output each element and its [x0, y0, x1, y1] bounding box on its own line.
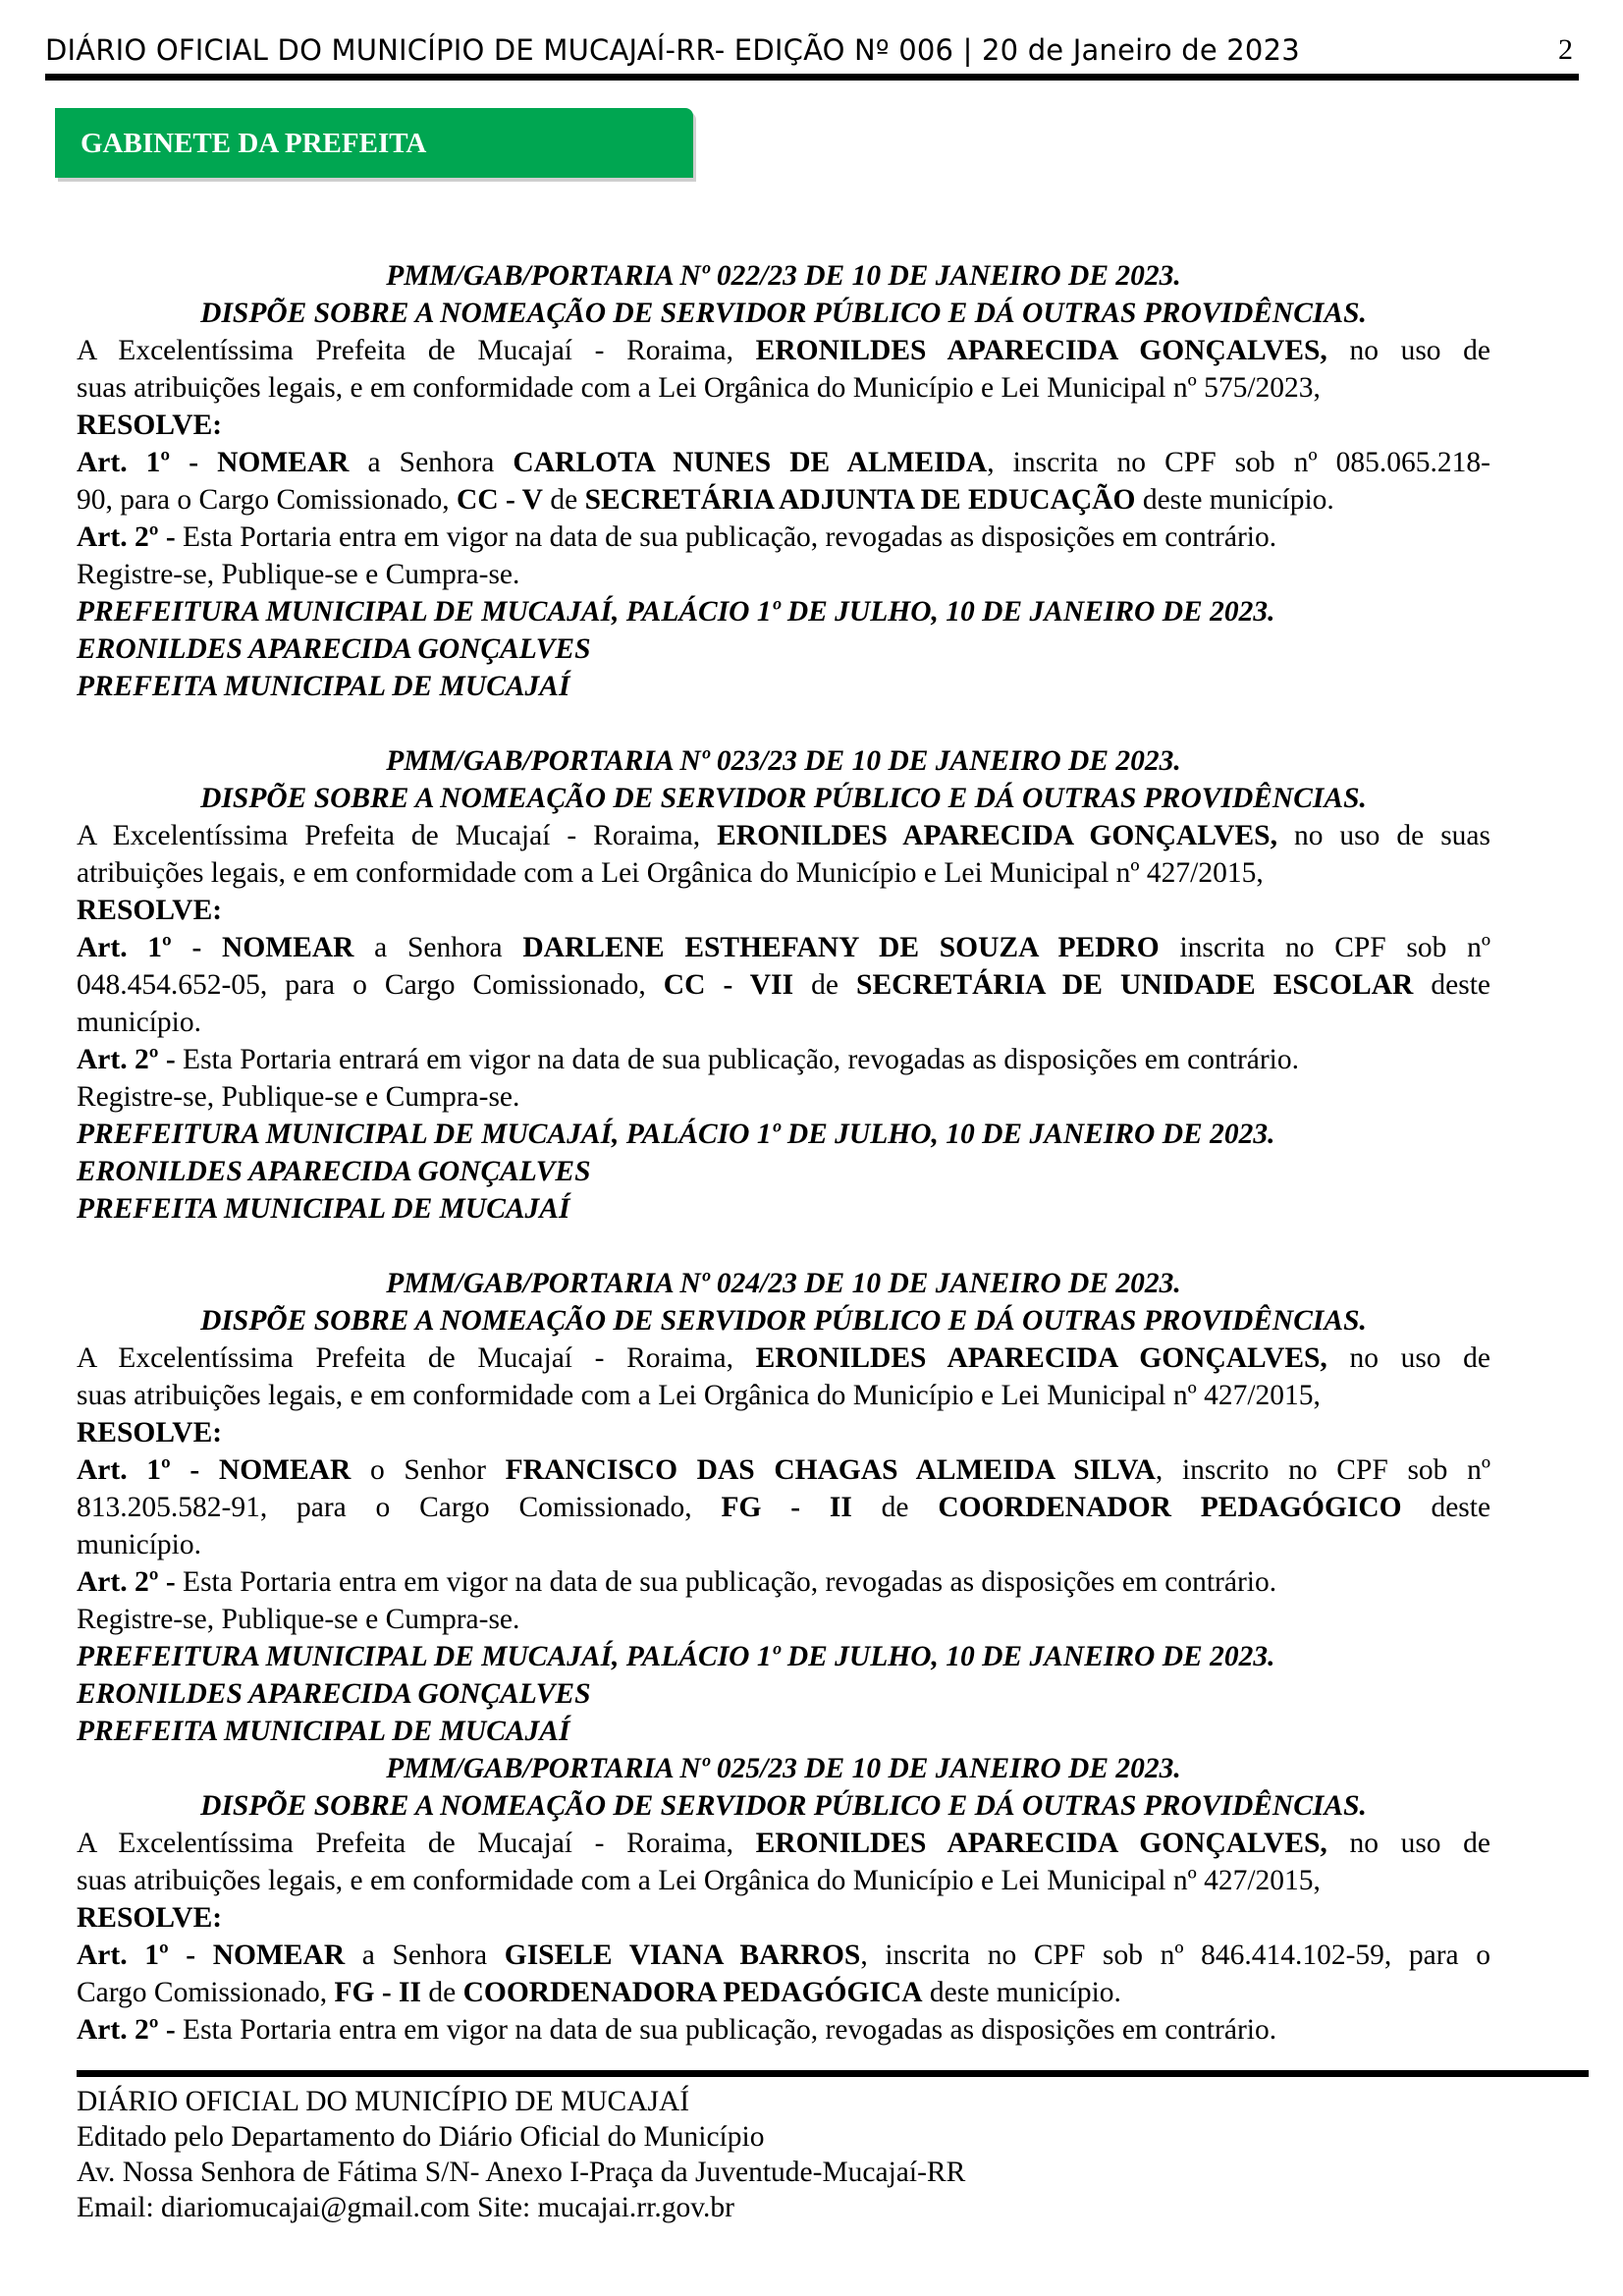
portaria-art1-cont: Cargo Comissionado, FG - II de COORDENADORA PEDAGÓGICA deste município.: [77, 1977, 1121, 2008]
portaria-intro: A Excelentíssima Prefeita de Mucajaí - Roraima, ERONILDES APARECIDA GONÇALVES, no uso de: [77, 335, 1491, 366]
signature-title: PREFEITA MUNICIPAL DE MUCAJAÍ: [77, 1193, 570, 1225]
portaria-intro: A Excelentíssima Prefeita de Mucajaí - Roraima, ERONILDES APARECIDA GONÇALVES, no uso de: [77, 1828, 1491, 1859]
footer-divider: [77, 2070, 1589, 2077]
portaria-number: PMM/GAB/PORTARIA Nº 025/23 DE 10 DE JANEIRO DE 2023.: [386, 1753, 1181, 1784]
portaria-art1-end: município.: [77, 1007, 202, 1038]
document-body: [77, 257, 1490, 2049]
portaria-palacio: PREFEITURA MUNICIPAL DE MUCAJAÍ, PALÁCIO 1º DE JULHO, 10 DE JANEIRO DE 2023.: [77, 1641, 1275, 1672]
portaria-art1: Art. 1º - NOMEAR o Senhor FRANCISCO DAS CHAGAS ALMEIDA SILVA, inscrito no CPF sob nº: [77, 1454, 1490, 1486]
portaria-number: PMM/GAB/PORTARIA Nº 023/23 DE 10 DE JANEIRO DE 2023.: [386, 745, 1181, 777]
portaria-art1-cont: 048.454.652-05, para o Cargo Comissionado, CC - VII de SECRETÁRIA DE UNIDADE ESCOLAR deste: [77, 969, 1490, 1001]
portaria-number: PMM/GAB/PORTARIA Nº 022/23 DE 10 DE JANEIRO DE 2023.: [386, 260, 1181, 292]
section-tab-label: GABINETE DA PREFEITA: [81, 128, 427, 159]
portaria-palacio: PREFEITURA MUNICIPAL DE MUCAJAÍ, PALÁCIO 1º DE JULHO, 10 DE JANEIRO DE 2023.: [77, 1119, 1275, 1150]
signature-title: PREFEITA MUNICIPAL DE MUCAJAÍ: [77, 671, 570, 702]
portaria-number: PMM/GAB/PORTARIA Nº 024/23 DE 10 DE JANEIRO DE 2023.: [386, 1268, 1181, 1299]
portaria-resolve: RESOLVE:: [77, 410, 223, 441]
portaria-registre: Registre-se, Publique-se e Cumpra-se.: [77, 559, 520, 590]
portaria-registre: Registre-se, Publique-se e Cumpra-se.: [77, 1081, 520, 1113]
portaria-intro-cont: suas atribuições legais, e em conformidade com a Lei Orgânica do Município e Lei Municipal nº 427/2015,: [77, 1865, 1321, 1896]
portaria-intro: A Excelentíssima Prefeita de Mucajaí - Roraima, ERONILDES APARECIDA GONÇALVES, no uso de suas: [77, 820, 1491, 851]
portaria-art1-end: município.: [77, 1529, 202, 1560]
portaria-resolve: RESOLVE:: [77, 1902, 223, 1934]
portaria-art1: Art. 1º - NOMEAR a Senhora CARLOTA NUNES DE ALMEIDA, inscrita no CPF sob nº 085.065.218-: [77, 447, 1490, 478]
signature-title: PREFEITA MUNICIPAL DE MUCAJAÍ: [77, 1716, 570, 1747]
portaria-intro-cont: suas atribuições legais, e em conformidade com a Lei Orgânica do Município e Lei Municipal nº 575/2023,: [77, 372, 1321, 404]
portaria-art2: Art. 2º - Esta Portaria entra em vigor na data de sua publicação, revogadas as disposições em contrário.: [77, 1566, 1277, 1598]
portaria-ementa: DISPÕE SOBRE A NOMEAÇÃO DE SERVIDOR PÚBLICO E DÁ OUTRAS PROVIDÊNCIAS.: [200, 783, 1367, 814]
portaria-art1-cont: 813.205.582-91, para o Cargo Comissionado, FG - II de COORDENADOR PEDAGÓGICO deste: [77, 1492, 1491, 1523]
portaria-ementa: DISPÕE SOBRE A NOMEAÇÃO DE SERVIDOR PÚBLICO E DÁ OUTRAS PROVIDÊNCIAS.: [200, 1305, 1367, 1337]
portaria-ementa: DISPÕE SOBRE A NOMEAÇÃO DE SERVIDOR PÚBLICO E DÁ OUTRAS PROVIDÊNCIAS.: [200, 1790, 1367, 1822]
signature-name: ERONILDES APARECIDA GONÇALVES: [77, 633, 591, 665]
portaria-intro-cont: suas atribuições legais, e em conformidade com a Lei Orgânica do Município e Lei Municipal nº 427/2015,: [77, 1380, 1321, 1411]
portaria-registre: Registre-se, Publique-se e Cumpra-se.: [77, 1604, 520, 1635]
header-divider: [45, 74, 1579, 81]
portaria-art1: Art. 1º - NOMEAR a Senhora GISELE VIANA BARROS, inscrita no CPF sob nº 846.414.102-59, para o: [77, 1940, 1491, 1971]
footer-editor: Editado pelo Departamento do Diário Oficial do Município: [77, 2121, 765, 2153]
page-footer: [77, 2084, 965, 2225]
page-number: 2: [1558, 33, 1573, 66]
portaria-022: [77, 257, 1490, 705]
page-header: [45, 33, 1579, 73]
portaria-024: [77, 1265, 1490, 1750]
portaria-art2: Art. 2º - Esta Portaria entra em vigor na data de sua publicação, revogadas as disposições em contrário.: [77, 2014, 1277, 2046]
signature-name: ERONILDES APARECIDA GONÇALVES: [77, 1156, 591, 1187]
footer-address: Av. Nossa Senhora de Fátima S/N- Anexo I-Praça da Juventude-Mucajaí-RR: [77, 2157, 966, 2188]
section-tab: [55, 108, 693, 178]
footer-contact: Email: diariomucajai@gmail.com Site: mucajai.rr.gov.br: [77, 2192, 734, 2223]
portaria-resolve: RESOLVE:: [77, 895, 223, 926]
portaria-art1: Art. 1º - NOMEAR a Senhora DARLENE ESTHEFANY DE SOUZA PEDRO inscrita no CPF sob nº: [77, 932, 1491, 963]
portaria-palacio: PREFEITURA MUNICIPAL DE MUCAJAÍ, PALÁCIO 1º DE JULHO, 10 DE JANEIRO DE 2023.: [77, 596, 1275, 628]
portaria-art1-cont: 90, para o Cargo Comissionado, CC - V de SECRETÁRIA ADJUNTA DE EDUCAÇÃO deste município.: [77, 484, 1334, 516]
portaria-resolve: RESOLVE:: [77, 1417, 223, 1449]
portaria-art2: Art. 2º - Esta Portaria entra em vigor na data de sua publicação, revogadas as disposições em contrário.: [77, 521, 1277, 553]
portaria-025: [77, 1750, 1490, 2049]
portaria-art2: Art. 2º - Esta Portaria entrará em vigor na data de sua publicação, revogadas as disposições em contrário.: [77, 1044, 1300, 1075]
portaria-intro-cont: atribuições legais, e em conformidade com a Lei Orgânica do Município e Lei Municipal nº 427/2015,: [77, 857, 1264, 889]
footer-gazette-name: DIÁRIO OFICIAL DO MUNICÍPIO DE MUCAJAÍ: [77, 2086, 690, 2117]
signature-name: ERONILDES APARECIDA GONÇALVES: [77, 1678, 591, 1710]
portaria-ementa: DISPÕE SOBRE A NOMEAÇÃO DE SERVIDOR PÚBLICO E DÁ OUTRAS PROVIDÊNCIAS.: [200, 298, 1367, 329]
portaria-023: [77, 742, 1490, 1228]
portaria-intro: A Excelentíssima Prefeita de Mucajaí - Roraima, ERONILDES APARECIDA GONÇALVES, no uso de: [77, 1342, 1491, 1374]
gazette-title: DIÁRIO OFICIAL DO MUNICÍPIO DE MUCAJAÍ-RR- EDIÇÃO Nº 006 | 20 de Janeiro de 2023: [45, 33, 1300, 67]
